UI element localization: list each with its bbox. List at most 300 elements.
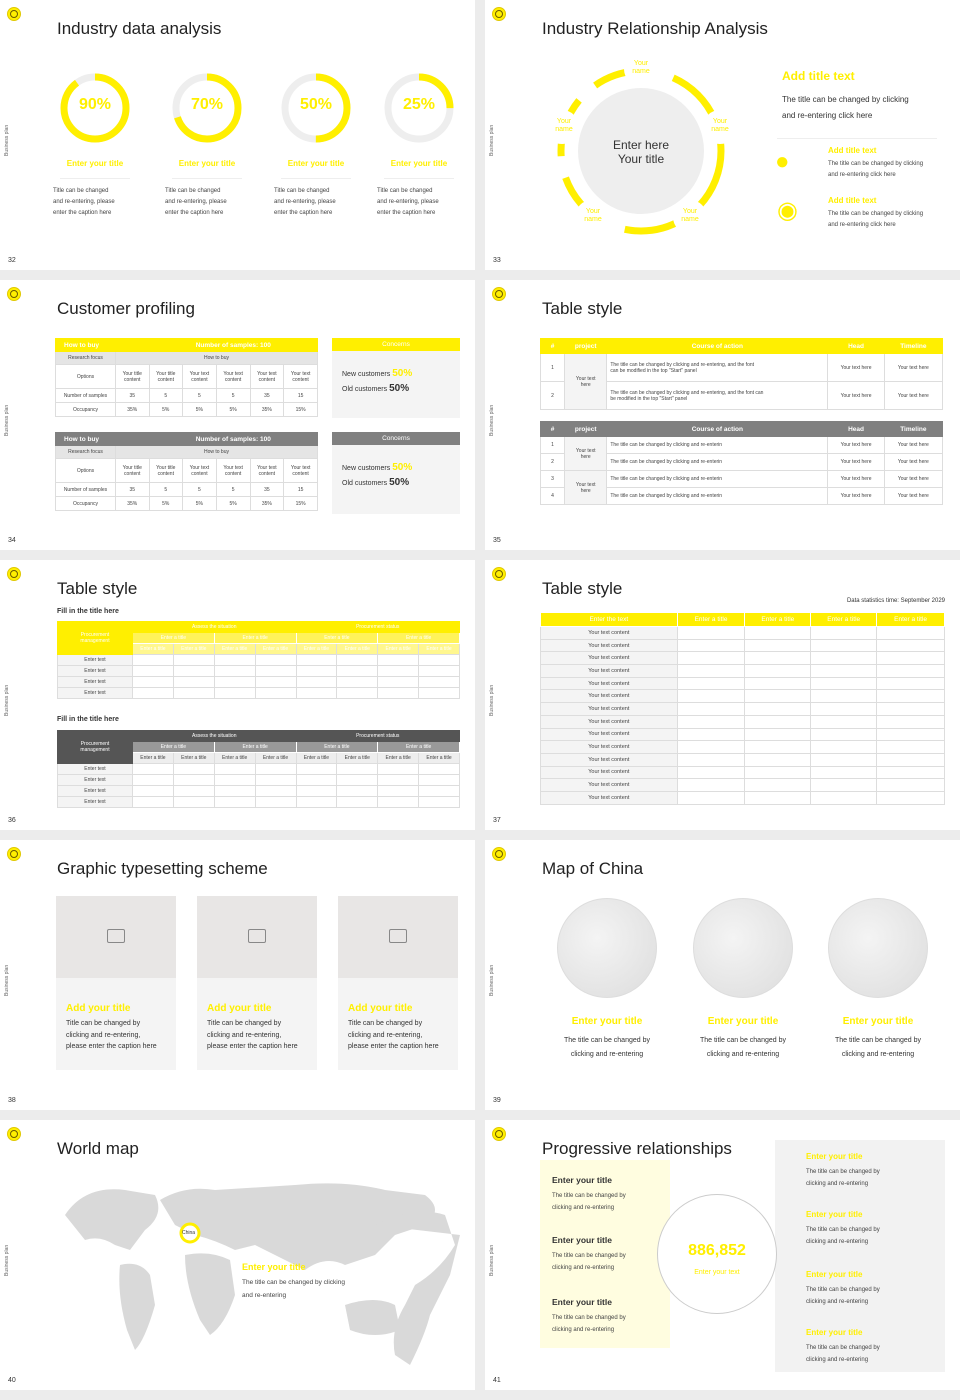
header-cell: Course of action xyxy=(607,422,828,437)
item-desc xyxy=(828,159,923,181)
header-cell: Enter a title xyxy=(255,753,296,764)
slide-39[interactable] xyxy=(485,840,960,1110)
table-cell[interactable] xyxy=(877,728,945,741)
header-cell: Enter a title xyxy=(677,613,745,627)
table-cell[interactable] xyxy=(173,797,214,808)
table-row xyxy=(58,786,460,797)
row-label: Your text content xyxy=(541,703,678,716)
table-cell: Your title content xyxy=(116,365,150,389)
row-label: Enter text xyxy=(58,666,133,677)
table-row xyxy=(58,666,460,677)
left-item-desc xyxy=(552,1312,626,1336)
item-desc xyxy=(808,1034,948,1062)
table-cell[interactable] xyxy=(419,775,460,786)
header-cell: Enter a title xyxy=(214,753,255,764)
table-cell[interactable] xyxy=(745,690,811,703)
node-line: Your xyxy=(682,208,698,215)
table-cell[interactable] xyxy=(133,677,174,688)
table-cell[interactable] xyxy=(811,627,877,640)
logo-icon xyxy=(7,287,21,301)
head-cell: Your text here xyxy=(828,488,884,505)
right-item-desc xyxy=(806,1224,880,1248)
new-value: 50% xyxy=(392,368,413,379)
logo-icon xyxy=(492,567,506,581)
table-cell[interactable] xyxy=(877,627,945,640)
table-cell[interactable] xyxy=(745,741,811,754)
table-cell: 35% xyxy=(250,497,284,511)
table-cell[interactable] xyxy=(677,690,745,703)
table-cell[interactable] xyxy=(378,666,419,677)
table-cell[interactable] xyxy=(214,666,255,677)
item-title: Enter your title xyxy=(842,1016,914,1027)
logo-icon xyxy=(7,7,21,21)
table-cell[interactable] xyxy=(337,655,378,666)
table-cell[interactable] xyxy=(877,779,945,792)
header-cell: Head xyxy=(828,339,884,354)
desc-line: please enter the caption here xyxy=(207,1043,298,1050)
slide-32[interactable] xyxy=(0,0,475,270)
table-cell[interactable] xyxy=(811,728,877,741)
table-cell[interactable] xyxy=(378,775,419,786)
table-cell[interactable] xyxy=(255,677,296,688)
header-cell: # xyxy=(541,422,565,437)
slide-title: Customer profiling xyxy=(57,299,195,318)
table-header xyxy=(56,339,318,352)
card-title: Add your title xyxy=(66,1003,131,1014)
table-cell[interactable] xyxy=(877,639,945,652)
table-cell[interactable] xyxy=(133,786,174,797)
table-cell[interactable] xyxy=(337,786,378,797)
table-cell[interactable] xyxy=(173,677,214,688)
table-cell[interactable] xyxy=(811,766,877,779)
globe-icon xyxy=(693,898,793,998)
header-cell: project xyxy=(565,339,607,354)
table-cell[interactable] xyxy=(173,655,214,666)
table-cell[interactable] xyxy=(811,652,877,665)
right-item-desc xyxy=(806,1342,880,1366)
header-cell: Enter a title xyxy=(378,633,460,644)
table-cell[interactable] xyxy=(255,775,296,786)
table-cell[interactable] xyxy=(337,677,378,688)
table-cell[interactable] xyxy=(419,786,460,797)
china-map-icon: ● xyxy=(775,148,790,175)
desc-line: clicking and re-entering xyxy=(841,1051,915,1058)
header-cell: Enter a title xyxy=(419,644,460,655)
old-value: 50% xyxy=(389,383,410,394)
table-cell[interactable] xyxy=(214,688,255,699)
table-header xyxy=(541,613,945,627)
table-cell[interactable] xyxy=(811,665,877,678)
desc-line: and re-entering click here xyxy=(782,111,873,120)
table-cell[interactable] xyxy=(378,786,419,797)
slide-35[interactable] xyxy=(485,280,960,550)
table-cell[interactable] xyxy=(255,655,296,666)
row-label: Your text content xyxy=(541,677,678,690)
table-cell[interactable] xyxy=(296,764,337,775)
table-cell: 35% xyxy=(116,403,150,417)
left-item-title: Enter your title xyxy=(552,1175,612,1185)
pm-line: Procurement xyxy=(80,632,110,638)
row-label: Options xyxy=(56,365,116,389)
header-cell: Enter a title xyxy=(378,742,460,753)
desc-line: The title can be changed by xyxy=(699,1037,786,1044)
table-cell[interactable] xyxy=(745,753,811,766)
table-cell[interactable] xyxy=(419,655,460,666)
header-cell: Number of samples: 100 xyxy=(149,339,317,352)
table-cell[interactable] xyxy=(296,677,337,688)
table-cell: 5 xyxy=(216,483,250,497)
table-cell[interactable] xyxy=(133,655,174,666)
procurement-table xyxy=(57,621,460,699)
table-cell[interactable] xyxy=(677,627,745,640)
table-cell[interactable] xyxy=(296,797,337,808)
row-label: Your text content xyxy=(541,779,678,792)
node-line: name xyxy=(555,126,573,133)
table-cell[interactable] xyxy=(337,775,378,786)
table-cell[interactable] xyxy=(811,715,877,728)
table-cell[interactable] xyxy=(677,677,745,690)
header-cell: Enter a title xyxy=(296,753,337,764)
caption-line: enter the caption here xyxy=(377,210,436,216)
table-cell[interactable] xyxy=(214,786,255,797)
right-item-title: Enter your title xyxy=(806,1328,863,1337)
table-cell[interactable] xyxy=(745,665,811,678)
table-row xyxy=(541,703,945,716)
table-cell: 5 xyxy=(183,483,217,497)
slide-41[interactable] xyxy=(485,1120,960,1390)
add-desc xyxy=(782,92,909,124)
table-cell: Your text content xyxy=(183,365,217,389)
table-cell[interactable] xyxy=(419,764,460,775)
table-cell[interactable] xyxy=(214,764,255,775)
desc-line: The title can be changed by clicking xyxy=(242,1279,345,1286)
row-number: 2 xyxy=(541,382,565,410)
table-row xyxy=(541,652,945,665)
header-cell: Enter a title xyxy=(133,633,215,644)
new-value: 50% xyxy=(392,462,413,473)
slide-40[interactable] xyxy=(0,1120,475,1390)
card-title: Add your title xyxy=(348,1003,413,1014)
table-cell: Your title content xyxy=(149,365,183,389)
action-table xyxy=(540,338,943,410)
table-cell[interactable] xyxy=(745,639,811,652)
desc-line: clicking and re-entering, xyxy=(348,1031,423,1039)
divider xyxy=(384,178,454,179)
table-cell[interactable] xyxy=(214,775,255,786)
table-cell[interactable] xyxy=(378,764,419,775)
table-cell[interactable] xyxy=(677,766,745,779)
slide-33[interactable] xyxy=(485,0,960,270)
add-title: Add title text xyxy=(782,69,855,83)
north-america-shape xyxy=(65,1189,158,1250)
table-cell[interactable] xyxy=(677,715,745,728)
slide-38[interactable] xyxy=(0,840,475,1110)
action-table xyxy=(540,421,943,505)
desc-line: The title can be changed by xyxy=(552,1315,626,1321)
page-number: 35 xyxy=(493,537,501,544)
header-cell: Timeline xyxy=(884,339,942,354)
ring-percent: 70% xyxy=(190,96,224,113)
table-cell[interactable] xyxy=(877,677,945,690)
time-cell: Your text here xyxy=(884,382,942,410)
table-cell[interactable] xyxy=(296,655,337,666)
table-cell: 5 xyxy=(149,483,183,497)
project-line: Your text xyxy=(575,375,596,382)
table-cell[interactable] xyxy=(677,779,745,792)
table-cell[interactable] xyxy=(419,688,460,699)
table-cell[interactable] xyxy=(745,627,811,640)
table-cell[interactable] xyxy=(811,791,877,804)
desc-line: The title can be changed by xyxy=(806,1169,880,1175)
table-cell[interactable] xyxy=(133,775,174,786)
table-cell[interactable] xyxy=(296,775,337,786)
table-cell: 5% xyxy=(216,403,250,417)
center-number: 886,852 xyxy=(688,1242,746,1259)
table-cell[interactable] xyxy=(337,688,378,699)
table-cell[interactable] xyxy=(745,779,811,792)
table-cell: 5% xyxy=(183,403,217,417)
header-cell: Enter a title xyxy=(173,753,214,764)
table-cell[interactable] xyxy=(877,715,945,728)
table-row xyxy=(541,471,943,488)
desc-line: clicking and re-entering xyxy=(552,1327,615,1333)
table-header xyxy=(541,422,943,437)
header-cell: Procurement status xyxy=(296,622,460,633)
table-cell[interactable] xyxy=(811,703,877,716)
table-cell[interactable] xyxy=(745,652,811,665)
table-cell[interactable] xyxy=(877,766,945,779)
table-cell[interactable] xyxy=(419,797,460,808)
table-cell[interactable] xyxy=(133,797,174,808)
table-cell[interactable] xyxy=(877,703,945,716)
logo-icon xyxy=(7,1127,21,1141)
action-cell: The title can be changed by clicking and re-enterin xyxy=(607,454,828,471)
row-number: 1 xyxy=(541,354,565,382)
table-cell[interactable] xyxy=(877,690,945,703)
row-label: Enter text xyxy=(58,688,133,699)
desc-line: The title can be changed by xyxy=(552,1253,626,1259)
table-row xyxy=(56,403,318,417)
table-cell: Your title content xyxy=(149,459,183,483)
ring-percent: 90% xyxy=(78,96,112,113)
concerns-card xyxy=(332,338,460,418)
table-cell: 15 xyxy=(284,389,318,403)
row-label: Enter text xyxy=(58,764,133,775)
table-cell[interactable] xyxy=(745,766,811,779)
table-cell[interactable] xyxy=(337,764,378,775)
desc-line: clicking and re-entering xyxy=(806,1299,869,1305)
table-cell[interactable] xyxy=(745,715,811,728)
table-cell[interactable] xyxy=(173,786,214,797)
page-number: 32 xyxy=(8,257,16,264)
project-line: Your text xyxy=(575,481,596,488)
table-cell: Your title content xyxy=(116,459,150,483)
table-cell[interactable] xyxy=(677,728,745,741)
table-row xyxy=(541,437,943,454)
new-label: New customers xyxy=(342,371,391,378)
row-label: Enter text xyxy=(58,677,133,688)
table-cell[interactable] xyxy=(173,775,214,786)
header-cell: # xyxy=(541,339,565,354)
table-cell[interactable] xyxy=(133,764,174,775)
table-cell[interactable] xyxy=(173,666,214,677)
table-cell[interactable] xyxy=(378,688,419,699)
table-cell[interactable] xyxy=(745,677,811,690)
table-cell[interactable] xyxy=(677,665,745,678)
row-label: Your text content xyxy=(541,639,678,652)
project-cell xyxy=(565,437,607,471)
row-cell: How to buy xyxy=(116,446,318,459)
desc-line: please enter the caption here xyxy=(66,1043,157,1050)
divider xyxy=(172,178,242,179)
center-label: Enter your text xyxy=(694,1269,740,1276)
table-cell[interactable] xyxy=(677,703,745,716)
stat-time: Data statistics time: September 2029 xyxy=(846,598,945,604)
table-cell: Your text content xyxy=(284,365,318,389)
table-cell[interactable] xyxy=(877,665,945,678)
table-cell[interactable] xyxy=(745,703,811,716)
table-cell: 5% xyxy=(149,497,183,511)
item-caption xyxy=(377,186,461,219)
concerns-card xyxy=(332,432,460,514)
slide-title: Table style xyxy=(57,579,138,598)
divider xyxy=(60,178,130,179)
action-cell: The title can be changed by clicking and re-enterin xyxy=(607,437,828,454)
row-label: Enter text xyxy=(58,775,133,786)
slide-title: Map of China xyxy=(542,859,644,878)
profile-table xyxy=(55,338,318,417)
australia-shape xyxy=(345,1300,400,1335)
table-cell[interactable] xyxy=(811,741,877,754)
table-cell[interactable] xyxy=(173,688,214,699)
header-cell: Enter a title xyxy=(133,742,215,753)
header-cell: project xyxy=(565,422,607,437)
item-desc xyxy=(828,209,923,231)
table-cell: 5% xyxy=(149,403,183,417)
table-cell[interactable] xyxy=(745,728,811,741)
row-label: Your text content xyxy=(541,766,678,779)
table-cell[interactable] xyxy=(877,791,945,804)
table-cell[interactable] xyxy=(214,797,255,808)
page-number: 38 xyxy=(8,1097,16,1104)
table-cell[interactable] xyxy=(337,666,378,677)
caption-line: and re-entering, please xyxy=(165,199,227,205)
table-cell[interactable] xyxy=(677,753,745,766)
table-cell[interactable] xyxy=(378,797,419,808)
table-cell[interactable] xyxy=(173,764,214,775)
table-row xyxy=(541,766,945,779)
table-cell[interactable] xyxy=(877,652,945,665)
item-caption xyxy=(274,186,358,219)
page-number: 39 xyxy=(493,1097,501,1104)
table-cell[interactable] xyxy=(419,677,460,688)
slide-36[interactable] xyxy=(0,560,475,830)
table-cell[interactable] xyxy=(255,797,296,808)
image-icon xyxy=(248,929,266,943)
slide-34[interactable] xyxy=(0,280,475,550)
page-number: 34 xyxy=(8,537,16,544)
center-title xyxy=(591,138,691,166)
table-row xyxy=(56,459,318,483)
card-desc xyxy=(66,1018,157,1053)
table-cell[interactable] xyxy=(255,764,296,775)
table-cell[interactable] xyxy=(677,741,745,754)
table-cell[interactable] xyxy=(296,688,337,699)
table-cell[interactable] xyxy=(337,797,378,808)
desc-line: clicking and re-entering xyxy=(570,1051,644,1058)
desc-line: Title can be changed by xyxy=(348,1020,423,1027)
time-cell: Your text here xyxy=(884,454,942,471)
table-cell[interactable] xyxy=(811,677,877,690)
table-cell[interactable] xyxy=(214,655,255,666)
table-cell[interactable] xyxy=(811,753,877,766)
head-cell: Your text here xyxy=(828,354,884,382)
table-cell[interactable] xyxy=(811,639,877,652)
table-cell[interactable] xyxy=(296,666,337,677)
table-cell[interactable] xyxy=(255,666,296,677)
header-cell: Enter a title xyxy=(811,613,877,627)
header-cell: Enter a title xyxy=(337,753,378,764)
table-cell[interactable] xyxy=(378,655,419,666)
table-cell[interactable] xyxy=(255,786,296,797)
table-cell[interactable] xyxy=(677,652,745,665)
action-cell: The title can be changed by clicking and re-enterin xyxy=(607,471,828,488)
header-cell: How to buy xyxy=(56,433,150,446)
header-cell: Enter a title xyxy=(214,742,296,753)
table-cell[interactable] xyxy=(677,791,745,804)
slide-37[interactable] xyxy=(485,560,960,830)
table-cell[interactable] xyxy=(419,666,460,677)
table-cell[interactable] xyxy=(677,639,745,652)
table-cell: 35 xyxy=(116,389,150,403)
action-cell xyxy=(607,354,828,382)
table-cell[interactable] xyxy=(133,666,174,677)
table-cell: 35 xyxy=(116,483,150,497)
table-cell[interactable] xyxy=(811,779,877,792)
page-number: 41 xyxy=(493,1377,501,1384)
table-cell[interactable] xyxy=(296,786,337,797)
table-cell[interactable] xyxy=(214,677,255,688)
header-cell: Number of samples: 100 xyxy=(149,433,317,446)
table-cell[interactable] xyxy=(877,741,945,754)
pm-cell xyxy=(58,731,133,764)
card-desc xyxy=(348,1018,439,1053)
node-line: Your xyxy=(585,208,601,215)
marker-label: China xyxy=(182,1230,196,1236)
row-label: Enter text xyxy=(58,655,133,666)
table-row xyxy=(56,389,318,403)
table-cell: Your text content xyxy=(250,459,284,483)
caption-line: and re-entering, please xyxy=(274,199,336,205)
row-label: Your text content xyxy=(541,690,678,703)
table-cell[interactable] xyxy=(255,688,296,699)
table-cell[interactable] xyxy=(378,677,419,688)
right-item-desc xyxy=(806,1166,880,1190)
table-cell[interactable] xyxy=(133,688,174,699)
desc-line: The title can be changed by xyxy=(552,1193,626,1199)
table-cell[interactable] xyxy=(811,690,877,703)
row-label: Enter text xyxy=(58,797,133,808)
table-row xyxy=(56,483,318,497)
head-cell: Your text here xyxy=(828,382,884,410)
new-label: New customers xyxy=(342,465,391,472)
row-label: Your text content xyxy=(541,741,678,754)
header-cell: Enter a title xyxy=(337,644,378,655)
table-cell[interactable] xyxy=(745,791,811,804)
south-america-shape xyxy=(119,1264,155,1350)
table-cell: Your text content xyxy=(183,459,217,483)
table-cell[interactable] xyxy=(877,753,945,766)
